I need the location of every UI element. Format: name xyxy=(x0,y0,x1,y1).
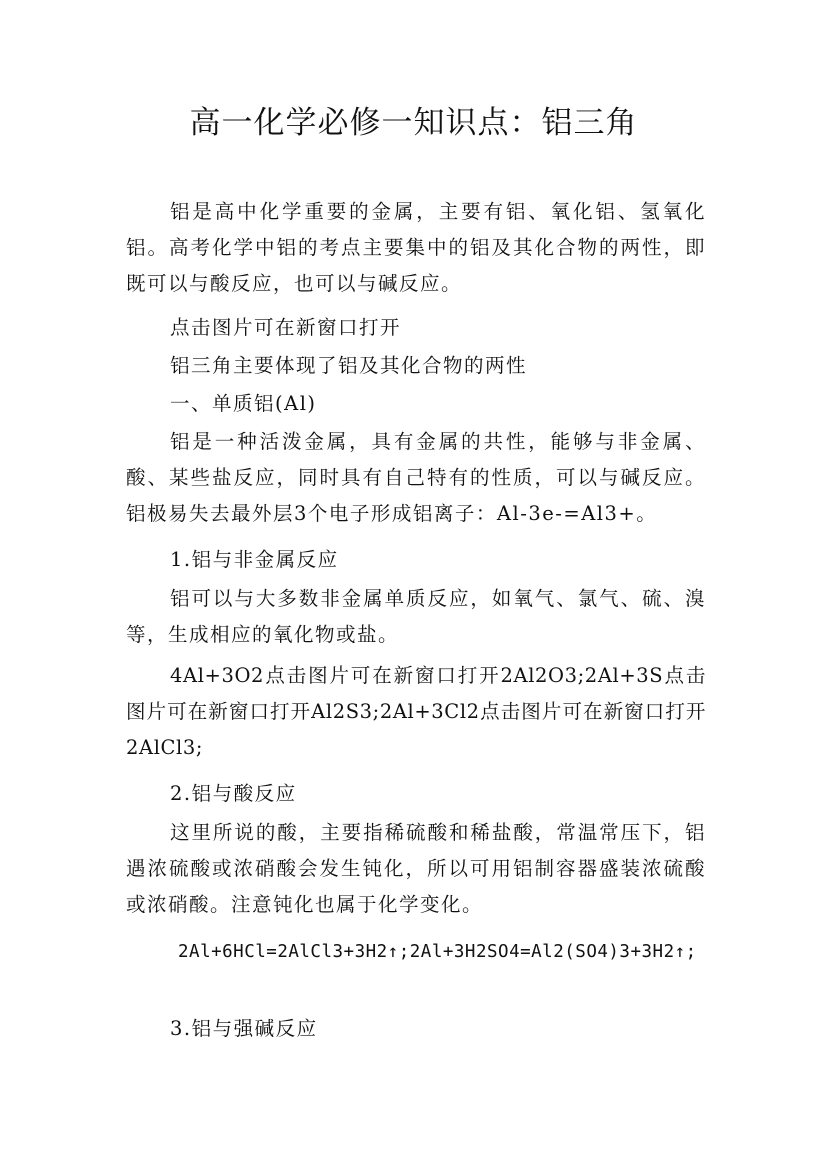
paragraph-intro: 铝是高中化学重要的金属，主要有铝、氧化铝、氢氧化铝。高考化学中铝的考点主要集中的铝及其化合物的两性，即既可以与酸反应，也可以与碱反应。 xyxy=(126,200,706,295)
equations-nonmetal: 4Al+3O2点击图片可在新窗口打开2Al2O3;2Al+3S点击图片可在新窗口打开Al2S3;2Al+3Cl2点击图片可在新窗口打开2AlCl3; xyxy=(126,664,706,759)
image-link-text: 点击图片可在新窗口打开 xyxy=(170,316,402,339)
document-title: 高一化学必修一知识点：铝三角 xyxy=(189,105,638,141)
section-heading-elemental-aluminum: 一、单质铝(Al) xyxy=(170,392,317,415)
paragraph-aluminum-triangle: 铝三角主要体现了铝及其化合物的两性 xyxy=(170,354,528,377)
subheading-base-reaction: 3.铝与强碱反应 xyxy=(170,1017,318,1040)
equations-acid: 2Al+6HCl=2AlCl3+3H2↑;2Al+3H2SO4=Al2(SO4)3+3H2↑; xyxy=(178,942,697,962)
subheading-acid-reaction: 2.铝与酸反应 xyxy=(170,782,297,805)
subheading-nonmetal-reaction: 1.铝与非金属反应 xyxy=(170,548,339,571)
paragraph-acid-reaction: 这里所说的酸，主要指稀硫酸和稀盐酸，常温常压下，铝遇浓硫酸或浓硝酸会发生钝化，所以可用铝制容器盛装浓硫酸或浓硝酸。注意钝化也属于化学变化。 xyxy=(126,821,706,916)
paragraph-aluminum-properties: 铝是一种活泼金属，具有金属的共性，能够与非金属、酸、某些盐反应，同时具有自己特有的性质，可以与碱反应。铝极易失去最外层3个电子形成铝离子：Al-3e-=Al3+。 xyxy=(126,430,706,525)
paragraph-nonmetal-reaction: 铝可以与大多数非金属单质反应，如氧气、氯气、硫、溴等，生成相应的氧化物或盐。 xyxy=(126,587,706,646)
